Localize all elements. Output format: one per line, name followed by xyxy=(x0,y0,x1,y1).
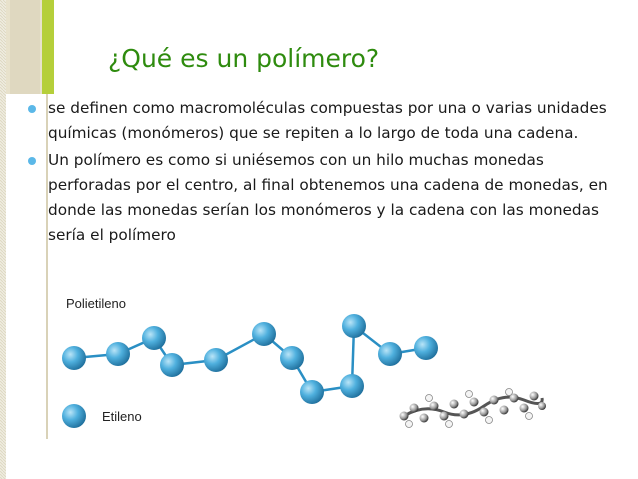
bullet-text: Un polímero es como si uniésemos con un hilo muchas monedas perforadas por el centro, al final obtenemos una cadena de monedas, en donde las monedas serían los monómeros y la cadena con las monedas sería el polímero xyxy=(48,151,608,244)
decor-hatch-strip xyxy=(0,0,6,479)
monomer-sphere xyxy=(142,326,166,350)
polymer-label: Polietileno xyxy=(66,296,126,311)
monomer-sphere xyxy=(378,342,402,366)
decor-block-shadow xyxy=(10,0,40,94)
polymer-illustration xyxy=(52,288,552,438)
bullet-list xyxy=(28,96,618,248)
bullet-icon xyxy=(28,105,36,113)
monomer-legend-sphere xyxy=(62,404,86,428)
monomer-label: Etileno xyxy=(102,409,142,424)
monomer-sphere xyxy=(160,353,184,377)
monomer-sphere xyxy=(340,374,364,398)
molecular-model xyxy=(400,389,547,428)
monomer-sphere xyxy=(106,342,130,366)
bullet-item xyxy=(28,96,618,146)
monomer-sphere xyxy=(252,322,276,346)
monomer-sphere xyxy=(62,346,86,370)
monomer-spheres xyxy=(62,314,438,404)
monomer-sphere xyxy=(342,314,366,338)
decor-green-bar xyxy=(42,0,54,94)
slide-title: ¿Qué es un polímero? xyxy=(108,44,380,73)
bullet-text: se definen como macromoléculas compuestas por una o varias unidades químicas (monómeros) que se repiten a lo largo de toda una cadena. xyxy=(48,99,607,142)
monomer-sphere xyxy=(300,380,324,404)
monomer-sphere xyxy=(280,346,304,370)
monomer-sphere xyxy=(414,336,438,360)
monomer-sphere xyxy=(204,348,228,372)
bullet-icon xyxy=(28,157,36,165)
bullet-item xyxy=(28,148,618,248)
